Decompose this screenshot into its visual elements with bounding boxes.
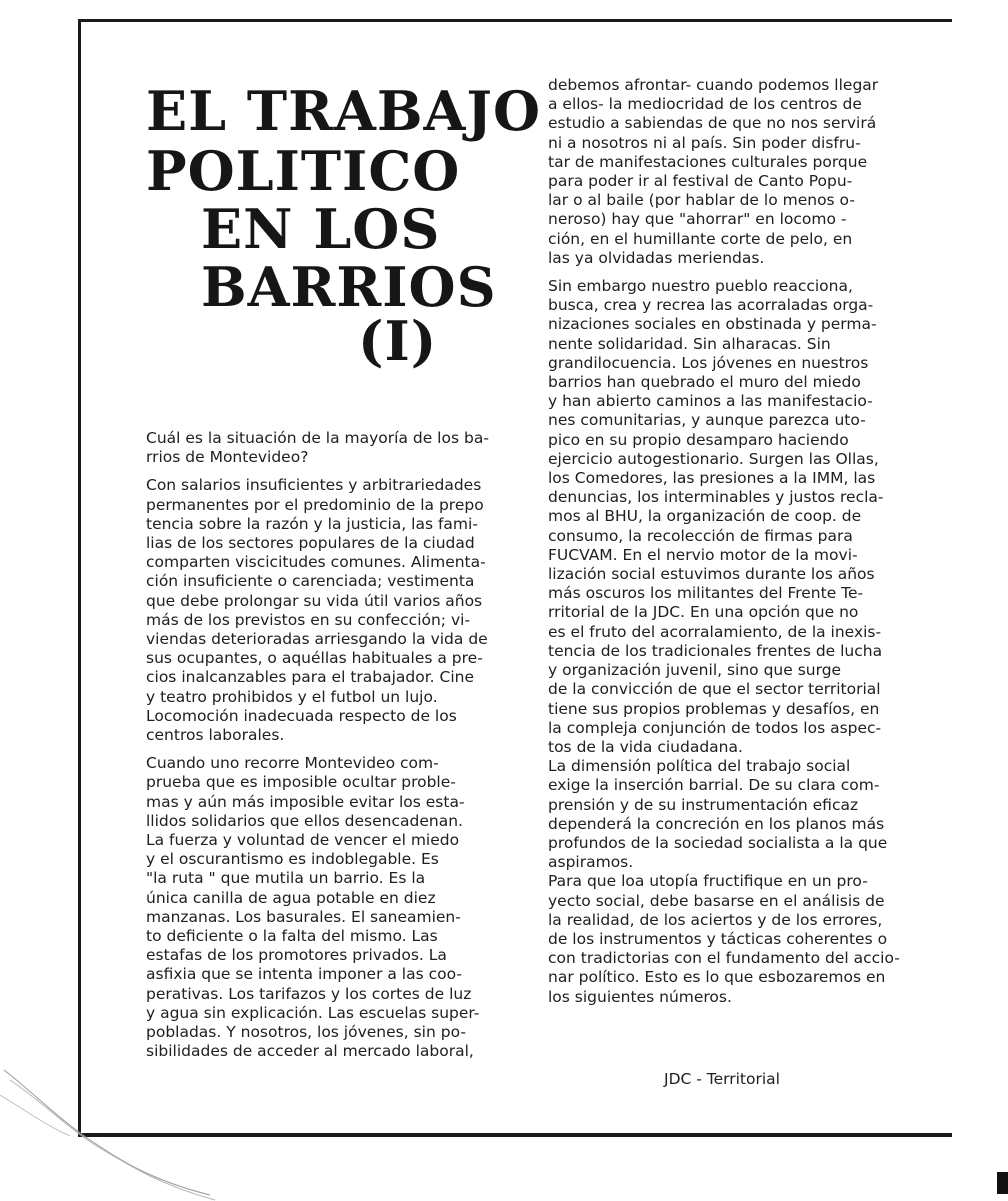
corner-marker	[997, 1172, 1008, 1194]
right-paragraph-2: Sin embargo nuestro pueblo reacciona, busca, crea y recrea las acorraladas orga- nizaciones sociales en obstinada y perma- nente solidaridad. Sin alharacas. Sin grandilocuencia. Los jóvenes en nuestros barrios han quebrado el muro del miedo y han abierto caminos a las manifestacio- nes comunitarias, y aunque parezca uto- pico en su propio desamparo haciendo ejercicio autogestionario. Surgen las Ollas, los Comedores, las presiones a la IMM, las denuncias, los interminables y justos recla- mos al BHU, la organización de coop. de consumo, la recolección de firmas para FUCVAM. En el nervio motor de la movi- lización social estuvimos durante los años más oscuros los militantes del Frente Te- rritorial de la JDC. En una opción que no es el fruto del acorralamiento, de la inexis- tencia de los tradicionales frentes de lucha y organización juvenil, sino que surge de la convicción de que el sector territorial tiene sus propios problemas y desafíos, en la compleja conjunción de todos los aspec- tos de la vida ciudadana.	[548, 277, 884, 756]
headline-line-4: BARRIOS	[201, 255, 497, 319]
article-headline	[146, 74, 542, 374]
frame-left-rule	[78, 19, 81, 1136]
frame-top-rule	[78, 19, 952, 22]
headline-line-3: EN LOS	[201, 197, 441, 261]
headline-line-2: POLITICO	[146, 139, 461, 203]
left-paragraph-2: Con salarios insuficientes y arbitrariedades permanentes por el predominio de la prepo tencia sobre la razón y la justicia, las fami- lias de los sectores populares de la ciudad comparten viscicitudes comunes. Alimenta- ción insuficiente o carenciada; vestimenta que debe prolongar su vida útil varios años más de los previstos en su confección; vi- viendas deterioradas arriesgando la vida de sus ocupantes, o aquéllas habituales a pre- cios inalcanzables para el trabajador. Cine y teatro prohibidos y el futbol un lujo. Locomoción inadecuada respecto de los centros laborales.	[146, 476, 488, 745]
right-paragraph-3: La dimensión política del trabajo social exige la inserción barrial. De su clara com- prensión y de su instrumentación eficaz dependerá la concreción en los planos más profundos de la sociedad socialista a la que aspiramos.	[548, 757, 888, 872]
right-paragraph-1: debemos afrontar- cuando podemos llegar a ellos- la mediocridad de los centros de estudio a sabiendas de que no nos servirá ni a nosotros ni al país. Sin poder disfru- tar de manifestaciones culturales porque para poder ir al festival de Canto Popu- lar o al baile (por hablar de lo menos o- neroso) hay que "ahorrar" en locomo - ción, en el humillante corte de pelo, en las ya olvidadas meriendas.	[548, 76, 879, 267]
headline-part-number: (I)	[358, 309, 438, 373]
left-paragraph-1: Cuál es la situación de la mayoría de los ba- rrios de Montevideo?	[146, 429, 489, 467]
left-paragraph-3: Cuando uno recorre Montevideo com- prueba que es imposible ocultar proble- mas y aún más imposible evitar los esta- llidos solidarios que ellos desencadenan. La fuerza y voluntad de vencer el miedo y el oscurantismo es indoblegable. Es "la ruta " que mutila un barrio. Es la única canilla de agua potable en diez manzanas. Los basurales. El saneamien- to deficiente o la falta del mismo. Las estafas de los promotores privados. La asfixia que se intenta imponer a las coo- perativas. Los tarifazos y los cortes de luz y agua sin explicación. Las escuelas super- pobladas. Y nosotros, los jóvenes, sin po- sibilidades de acceder al mercado laboral,	[146, 754, 480, 1061]
headline-line-1: EL TRABAJO	[146, 79, 542, 143]
left-text-column	[146, 429, 506, 1071]
right-text-column	[548, 76, 906, 1007]
right-paragraph-4: Para que loa utopía fructifique en un pro- yecto social, debe basarse en el análisis de la realidad, de los aciertos y de los errores, de los instrumentos y tácticas coherentes o con tradictorias con el fundamento del accio- nar político. Esto es lo que esbozaremos en los siguientes números.	[548, 872, 900, 1006]
article-signature: JDC - Territorial	[664, 1070, 780, 1088]
